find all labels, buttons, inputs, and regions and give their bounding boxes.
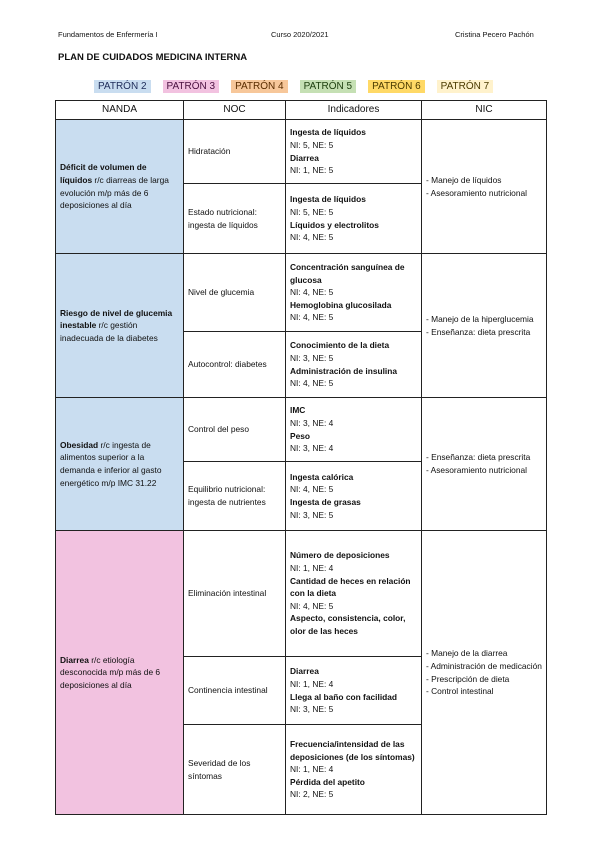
nic-intervention-item: - Asesoramiento nutricional [426, 187, 528, 198]
page-title: PLAN DE CUIDADOS MEDICINA INTERNA [58, 52, 248, 63]
indicators-cell [286, 531, 422, 657]
indicator-name: Peso [290, 430, 311, 441]
nic-intervention-item: - Enseñanza: dieta prescrita [426, 326, 531, 337]
indicator-name: Diarrea [290, 152, 319, 163]
indicator-name: Frecuencia/intensidad de las deposiciones (de los síntomas) [290, 739, 415, 762]
table-row [56, 531, 547, 657]
indicator-score: NI: 1, NE: 4 [290, 764, 334, 775]
legend-chip-4: PATRÓN 5 [300, 80, 357, 93]
indicator-score: NI: 3, NE: 5 [290, 509, 334, 520]
nanda-diagnosis-label: Déficit de volumen de líquidos [60, 162, 147, 185]
indicator-score: NI: 4, NE: 5 [290, 600, 334, 611]
indicator-name: Pérdida del apetito [290, 776, 365, 787]
indicator-name: Concentración sanguínea de glucosa [290, 262, 405, 285]
indicator-score: NI: 3, NE: 5 [290, 352, 334, 363]
indicator-name: Aspecto, consistencia, color, olor de las heces [290, 613, 406, 636]
legend-chip-5: PATRÓN 6 [368, 80, 425, 93]
nic-intervention-cell [422, 398, 547, 531]
header-course-name: Fundamentos de Enfermería I [58, 30, 158, 39]
indicator-score: NI: 4, NE: 5 [290, 287, 334, 298]
indicator-name: Número de deposiciones [290, 550, 390, 561]
column-header-nic: NIC [422, 101, 547, 120]
indicator-name: Líquidos y electrolitos [290, 219, 379, 230]
indicator-name: Administración de insulina [290, 365, 398, 376]
pattern-legend [94, 80, 505, 93]
indicators-cell [286, 657, 422, 725]
indicator-name: Ingesta calórica [290, 471, 354, 482]
legend-chip-3: PATRÓN 4 [231, 80, 288, 93]
noc-outcome-cell: Eliminación intestinal [184, 531, 286, 657]
nic-intervention-item: - Control intestinal [426, 686, 494, 697]
indicator-name: Diarrea [290, 666, 319, 677]
indicators-cell [286, 398, 422, 462]
column-header-indicadores: Indicadores [286, 101, 422, 120]
indicator-name: Cantidad de heces en relación con la dieta [290, 575, 411, 599]
indicator-name: Ingesta de líquidos [290, 127, 366, 138]
nic-intervention-item: - Manejo de líquidos [426, 174, 502, 185]
indicator-name: Hemoglobina glucosilada [290, 299, 392, 310]
indicators-cell [286, 254, 422, 332]
nanda-diagnosis-label: Obesidad [60, 439, 99, 450]
nanda-diagnosis-detail: r/c diarreas de larga evolución m/p más de 6 deposiciones al día [60, 174, 169, 211]
indicator-score: NI: 5, NE: 5 [290, 139, 334, 150]
table-row [56, 398, 547, 462]
indicator-name: Ingesta de líquidos [290, 194, 366, 205]
header-academic-year: Curso 2020/2021 [271, 30, 329, 39]
indicators-cell [286, 120, 422, 184]
nic-intervention-item: - Enseñanza: dieta prescrita [426, 452, 531, 463]
indicator-score: NI: 4, NE: 5 [290, 378, 334, 389]
indicator-score: NI: 3, NE: 4 [290, 443, 334, 454]
noc-outcome-cell: Estado nutricional: ingesta de líquidos [184, 184, 286, 254]
indicator-name: Llega al baño con facilidad [290, 691, 398, 702]
indicators-cell [286, 725, 422, 815]
indicator-name: Conocimiento de la dieta [290, 340, 390, 351]
table-header-row [56, 101, 547, 120]
indicator-score: NI: 4, NE: 5 [290, 312, 334, 323]
nanda-diagnosis-label: Diarrea [60, 654, 89, 665]
nic-intervention-item: - Manejo de la hiperglucemia [426, 313, 534, 324]
nanda-diagnosis-cell [56, 531, 184, 815]
indicator-score: NI: 4, NE: 5 [290, 484, 334, 495]
noc-outcome-cell: Severidad de los síntomas [184, 725, 286, 815]
column-header-nanda: NANDA [56, 101, 184, 120]
noc-outcome-cell: Continencia intestinal [184, 657, 286, 725]
legend-chip-6: PATRÓN 7 [437, 80, 494, 93]
nanda-diagnosis-detail: r/c ingesta de alimentos superior a la demanda e inferior al gasto energético m/p IMC 31.22 [60, 439, 162, 488]
indicators-cell [286, 332, 422, 398]
indicator-name: Ingesta de grasas [290, 497, 361, 507]
indicator-score: NI: 5, NE: 5 [290, 206, 334, 217]
nanda-diagnosis-label: Riesgo de nivel de glucemia inestable [60, 307, 173, 331]
noc-outcome-cell: Control del peso [184, 398, 286, 462]
indicators-cell [286, 184, 422, 254]
noc-outcome-cell: Nivel de glucemia [184, 254, 286, 332]
legend-chip-1: PATRÓN 2 [94, 80, 151, 93]
nanda-diagnosis-cell [56, 120, 184, 254]
header-author: Cristina Pecero Pachón [455, 30, 534, 39]
indicator-score: NI: 3, NE: 4 [290, 417, 334, 428]
nic-intervention-cell [422, 254, 547, 398]
indicator-score: NI: 1, NE: 4 [290, 678, 334, 689]
indicator-score: NI: 2, NE: 5 [290, 789, 334, 800]
column-header-noc: NOC [184, 101, 286, 120]
noc-outcome-cell: Equilibrio nutricional: ingesta de nutrientes [184, 462, 286, 531]
care-plan-table [55, 100, 547, 815]
indicators-cell [286, 462, 422, 531]
indicator-score: NI: 4, NE: 5 [290, 232, 334, 243]
nic-intervention-cell [422, 120, 547, 254]
indicator-score: NI: 1, NE: 4 [290, 563, 334, 574]
nic-intervention-cell [422, 531, 547, 815]
nanda-diagnosis-detail: r/c etiología desconocida m/p más de 6 deposiciones al día [60, 654, 161, 690]
indicator-score: NI: 3, NE: 5 [290, 704, 334, 715]
nic-intervention-item: - Manejo de la diarrea [426, 648, 508, 659]
nic-intervention-item: - Asesoramiento nutricional [426, 465, 528, 475]
noc-outcome-cell: Hidratación [184, 120, 286, 184]
nanda-diagnosis-detail: r/c gestión inadecuada de la diabetes [60, 320, 158, 343]
nic-intervention-item: - Administración de medicación [426, 660, 542, 671]
nanda-diagnosis-cell [56, 398, 184, 531]
noc-outcome-cell: Autocontrol: diabetes [184, 332, 286, 398]
table-row [56, 254, 547, 332]
nanda-diagnosis-cell [56, 254, 184, 398]
table-row [56, 120, 547, 184]
indicator-name: IMC [290, 405, 306, 416]
legend-chip-2: PATRÓN 3 [163, 80, 220, 93]
indicator-score: NI: 1, NE: 5 [290, 165, 334, 176]
nic-intervention-item: - Prescripción de dieta [426, 673, 510, 684]
